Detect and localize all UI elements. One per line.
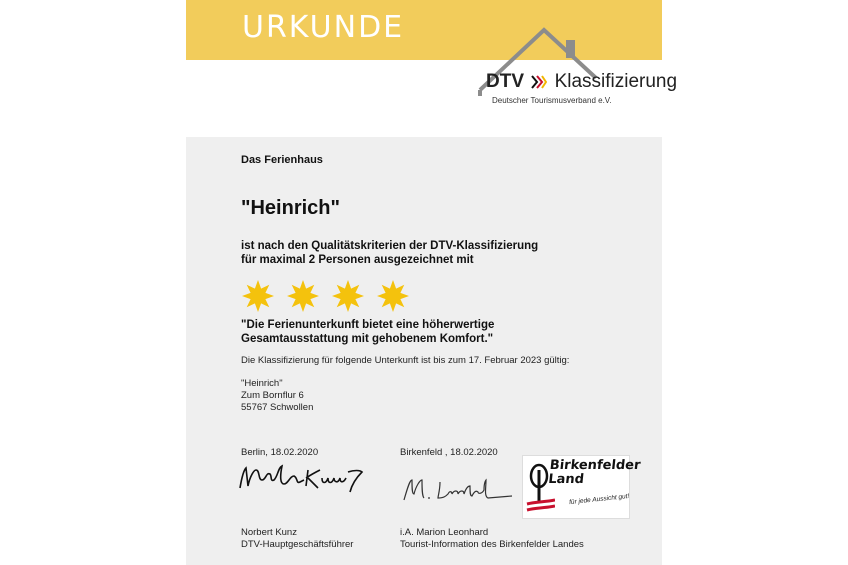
chevron-icon [531, 75, 547, 89]
left-signer-name: Norbert Kunz [241, 527, 297, 538]
criteria-line-2: für maximal 2 Personen ausgezeichnet mit [241, 254, 474, 266]
right-signer-role: Tourist-Information des Birkenfelder Landes [400, 539, 584, 550]
signature-right [400, 476, 518, 504]
star-icon [286, 279, 320, 313]
certificate-page [186, 0, 678, 565]
partner-logo-title-line-2: Land [547, 472, 585, 487]
address-line-2: Zum Bornflur 6 [241, 390, 304, 401]
quote-line-1: "Die Ferienunterkunft bietet eine höherwertige [241, 319, 495, 331]
logo-brand: DTV [486, 71, 524, 92]
address-line-3: 55767 Schwollen [241, 402, 314, 413]
validity-text: Die Klassifizierung für folgende Unterkunft ist bis zum 17. Februar 2023 gültig: [241, 355, 570, 366]
partner-logo-tagline: für jede Aussicht gut! [568, 492, 630, 507]
criteria-line-1: ist nach den Qualitätskriterien der DTV-Klassifizierung [241, 240, 539, 252]
partner-logo-title [547, 458, 642, 487]
right-place-date: Birkenfeld , 18.02.2020 [400, 447, 498, 458]
address-line-1: "Heinrich" [241, 378, 283, 389]
star-icon [376, 279, 410, 313]
dtv-logo [486, 71, 677, 93]
document-title: URKUNDE [242, 10, 405, 45]
partner-logo-title-line-1: Birkenfelder [549, 458, 642, 473]
left-signer-role: DTV-Hauptgeschäftsführer [241, 539, 354, 550]
star-icon [331, 279, 365, 313]
right-signer-name: i.A. Marion Leonhard [400, 527, 489, 538]
certificate-body [186, 137, 662, 565]
birkenfelder-land-logo [522, 455, 642, 519]
logo-name: Klassifizierung [554, 71, 678, 92]
star-icon [241, 279, 275, 313]
signature-left [236, 462, 366, 498]
logo-subtitle: Deutscher Tourismusverband e.V. [492, 96, 612, 105]
left-place-date: Berlin, 18.02.2020 [241, 447, 319, 458]
accommodation-type: Das Ferienhaus [241, 154, 323, 166]
quote-line-2: Gesamtausstattung mit gehobenem Komfort." [241, 333, 494, 345]
accommodation-name: "Heinrich" [241, 197, 340, 219]
